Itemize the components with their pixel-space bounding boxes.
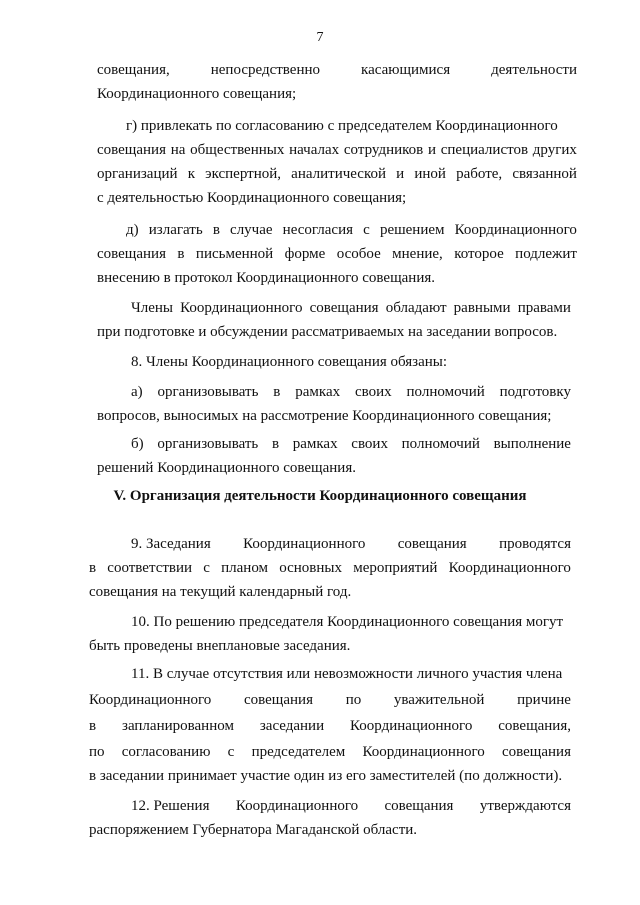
- text-line: Координационного совещания;: [97, 86, 297, 102]
- word: 12. Решения: [131, 798, 210, 814]
- word: Координационного: [448, 560, 571, 576]
- word: д): [126, 222, 139, 238]
- text-line: вопросов, выносимых на рассмотрение Координационного совещания;: [97, 408, 552, 424]
- word: совещания: [97, 142, 166, 158]
- word: аналитической: [291, 166, 387, 182]
- word: в: [89, 560, 97, 576]
- word: несогласия: [282, 222, 354, 238]
- word: Координационного: [350, 718, 473, 734]
- word: началах: [289, 142, 340, 158]
- word: в: [89, 718, 97, 734]
- text-line: 11. В случае отсутствия или невозможности личного участия члена: [131, 666, 563, 682]
- text-line: распоряжением Губернатора Магаданской области.: [89, 822, 418, 838]
- word: полномочий: [406, 384, 485, 400]
- text-line: с деятельностью Координационного совещания;: [97, 190, 407, 206]
- word: специалистов: [440, 142, 529, 158]
- text-line: 8. Члены Координационного совещания обязаны:: [131, 354, 448, 370]
- word: на: [170, 142, 186, 158]
- word: совещания: [502, 744, 571, 760]
- word: подлежит: [515, 246, 577, 262]
- text-line: [131, 382, 571, 402]
- section-heading: V. Организация деятельности Координационного совещания: [113, 488, 527, 504]
- word: работе,: [456, 166, 503, 182]
- word: совещания,: [97, 62, 170, 78]
- word: соответствии: [107, 560, 193, 576]
- word: организаций: [97, 166, 178, 182]
- text-line: [97, 244, 577, 264]
- word: Координационного: [235, 798, 359, 814]
- text-line: быть проведены внеплановые заседания.: [89, 638, 351, 654]
- text-line: совещания на текущий календарный год.: [89, 584, 352, 600]
- text-line: [97, 164, 577, 184]
- word: других: [532, 142, 577, 158]
- text-line: [131, 434, 571, 454]
- word: проводятся: [499, 536, 571, 552]
- text-line: при подготовке и обсуждении рассматриваемых на заседании вопросов.: [97, 324, 558, 340]
- word: по: [345, 692, 362, 708]
- word: в: [271, 436, 280, 452]
- word: Координационного: [243, 536, 366, 552]
- word: излагать: [148, 222, 203, 238]
- word: Члены: [131, 300, 173, 316]
- page-number: 7: [316, 30, 324, 45]
- text-line: внесению в протокол Координационного совещания.: [97, 270, 435, 286]
- word: совещания: [384, 798, 454, 814]
- word: обладают: [385, 300, 447, 316]
- word: Координационного: [180, 300, 303, 316]
- word: к: [187, 166, 195, 182]
- word: равными: [453, 300, 511, 316]
- word: Координационного: [89, 692, 212, 708]
- word: письменной: [195, 246, 274, 262]
- word: решением: [379, 222, 445, 238]
- word: в: [212, 222, 220, 238]
- text-line: [89, 716, 571, 736]
- word: подготовку: [499, 384, 571, 400]
- text-line: [89, 558, 571, 578]
- text-line: [97, 140, 577, 160]
- word: сотрудников: [343, 142, 424, 158]
- word: своих: [354, 384, 392, 400]
- word: утверждаются: [479, 798, 571, 814]
- text-line: в заседании принимает участие один из его заместителей (по должности).: [89, 768, 563, 784]
- word: совещания: [97, 246, 166, 262]
- word: непосредственно: [210, 62, 321, 78]
- word: с: [227, 744, 235, 760]
- word: согласованию: [121, 744, 211, 760]
- word: совещания: [397, 536, 467, 552]
- word: которое: [454, 246, 504, 262]
- text-line: [131, 534, 571, 554]
- word: с: [363, 222, 370, 238]
- word: иной: [414, 166, 446, 182]
- word: в: [273, 384, 281, 400]
- word: Координационного: [454, 222, 577, 238]
- word: б): [131, 436, 144, 452]
- text-line: [89, 690, 571, 710]
- word: в: [177, 246, 185, 262]
- text-line: [131, 796, 571, 816]
- text-line: [97, 60, 577, 80]
- word: особое: [336, 246, 381, 262]
- word: связанной: [512, 166, 577, 182]
- word: мнение,: [392, 246, 443, 262]
- word: совещания: [244, 692, 313, 708]
- word: уважительной: [393, 692, 485, 708]
- word: и: [427, 142, 437, 158]
- text-line: решений Координационного совещания.: [97, 460, 356, 476]
- word: совещания: [309, 300, 379, 316]
- text-line: [131, 298, 571, 318]
- word: заседании: [259, 718, 325, 734]
- word: касающимися: [361, 62, 451, 78]
- word: мероприятий: [353, 560, 438, 576]
- word: своих: [351, 436, 388, 452]
- word: экспертной,: [205, 166, 281, 182]
- word: форме: [284, 246, 326, 262]
- word: общественных: [190, 142, 285, 158]
- word: организовывать: [157, 384, 259, 400]
- word: рамках: [292, 436, 338, 452]
- word: а): [131, 384, 143, 400]
- word: 9. Заседания: [131, 536, 211, 552]
- word: председателем: [251, 744, 346, 760]
- word: полномочий: [401, 436, 480, 452]
- word: планом: [221, 560, 269, 576]
- word: рамках: [295, 384, 341, 400]
- word: выполнение: [493, 436, 571, 452]
- text-line: [89, 742, 571, 762]
- word: деятельности: [491, 62, 577, 78]
- word: Координационного: [362, 744, 485, 760]
- word: основных: [279, 560, 342, 576]
- word: совещания,: [498, 718, 571, 734]
- word: с: [203, 560, 210, 576]
- text-line: г) привлекать по согласованию с председателем Координационного: [126, 118, 558, 134]
- word: организовывать: [157, 436, 259, 452]
- word: случае: [230, 222, 273, 238]
- text-line: [126, 220, 577, 240]
- word: запланированном: [122, 718, 234, 734]
- word: правами: [517, 300, 571, 316]
- text-line: 10. По решению председателя Координационного совещания могут: [131, 614, 564, 630]
- word: по: [89, 744, 105, 760]
- word: причине: [517, 692, 571, 708]
- word: и: [396, 166, 405, 182]
